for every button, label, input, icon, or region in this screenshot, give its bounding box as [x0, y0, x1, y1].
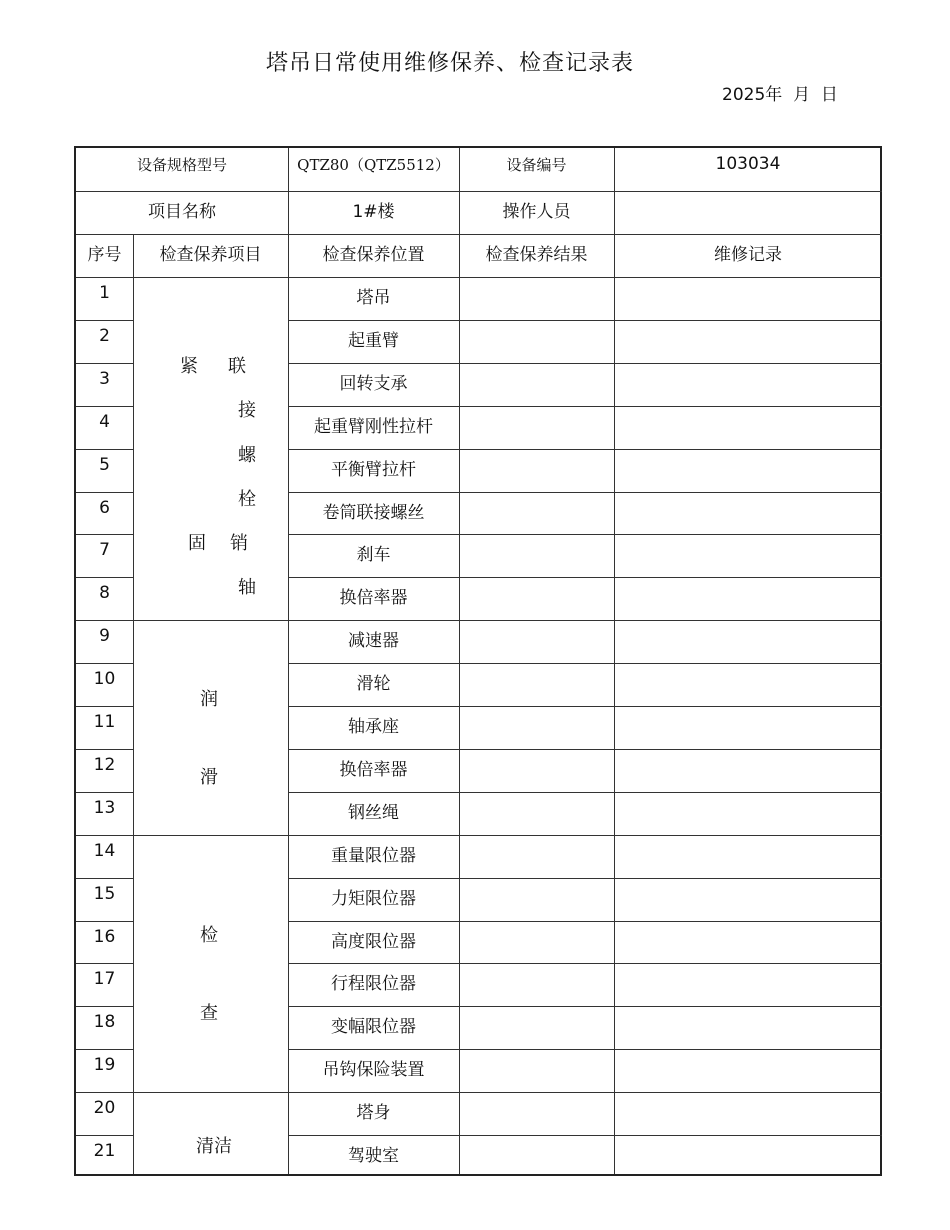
column-header-record: 维修记录	[714, 245, 782, 265]
grid-line	[133, 234, 134, 277]
row-location: 行程限位器	[331, 974, 416, 994]
row-result[interactable]	[459, 835, 614, 878]
row-record[interactable]	[614, 835, 882, 878]
row-result[interactable]	[459, 406, 614, 449]
row-record[interactable]	[614, 663, 882, 706]
row-number: 3	[99, 369, 110, 389]
row-result[interactable]	[459, 921, 614, 964]
row-location: 轴承座	[348, 717, 399, 737]
spec-label: 设备规格型号	[136, 156, 227, 174]
row-number: 12	[93, 755, 116, 775]
row-number: 17	[93, 969, 116, 989]
column-header-result: 检查保养结果	[485, 245, 588, 265]
row-record[interactable]	[614, 1092, 882, 1135]
row-number: 1	[99, 283, 110, 303]
row-location: 塔身	[356, 1103, 391, 1123]
number-label: 设备编号	[506, 156, 567, 174]
row-number: 2	[99, 326, 110, 346]
row-number: 10	[93, 669, 116, 689]
group-lubricate-char: 滑	[200, 767, 218, 788]
row-number: 8	[99, 583, 110, 603]
group-clean-char: 清洁	[196, 1136, 232, 1157]
row-location: 滑轮	[356, 674, 391, 694]
row-record[interactable]	[614, 320, 882, 363]
grid-line	[288, 148, 289, 234]
row-number: 16	[93, 927, 116, 947]
row-result[interactable]	[459, 577, 614, 620]
row-number: 13	[93, 798, 116, 818]
row-record[interactable]	[614, 534, 882, 577]
grid-line	[76, 234, 882, 235]
row-location: 回转支承	[339, 374, 408, 394]
row-result[interactable]	[459, 620, 614, 663]
row-result[interactable]	[459, 1049, 614, 1092]
row-record[interactable]	[614, 1006, 882, 1049]
grid-line	[76, 191, 882, 192]
row-result[interactable]	[459, 1135, 614, 1178]
grid-line	[614, 234, 615, 277]
row-number: 19	[93, 1055, 116, 1075]
row-record[interactable]	[614, 792, 882, 835]
row-result[interactable]	[459, 492, 614, 535]
row-record[interactable]	[614, 620, 882, 663]
row-location: 吊钩保险装置	[322, 1060, 425, 1080]
group-fasten-char: 联	[228, 356, 246, 377]
group-fasten-char: 固	[188, 533, 206, 554]
row-record[interactable]	[614, 449, 882, 492]
spec-value: QTZ80（QTZ5512）	[297, 156, 450, 174]
number-value: 103034	[715, 154, 781, 174]
row-number: 5	[99, 455, 110, 475]
record-date: 2025年 月 日	[722, 85, 838, 105]
grid-line	[459, 148, 460, 234]
row-result[interactable]	[459, 277, 614, 320]
grid-line	[288, 234, 289, 277]
column-header-location: 检查保养位置	[322, 245, 425, 265]
row-location: 减速器	[348, 631, 399, 651]
row-location: 重量限位器	[331, 846, 416, 866]
row-location: 卷筒联接螺丝	[322, 503, 425, 523]
row-result[interactable]	[459, 663, 614, 706]
row-number: 15	[93, 884, 116, 904]
row-record[interactable]	[614, 577, 882, 620]
row-location: 钢丝绳	[348, 803, 399, 823]
row-location: 换倍率器	[339, 760, 408, 780]
row-record[interactable]	[614, 1135, 882, 1178]
row-record[interactable]	[614, 706, 882, 749]
row-number: 4	[99, 412, 110, 432]
row-result[interactable]	[459, 1092, 614, 1135]
operator-label: 操作人员	[502, 202, 571, 222]
group-inspect-char: 查	[200, 1003, 218, 1024]
row-record[interactable]	[614, 878, 882, 921]
group-fasten-char: 接	[238, 400, 256, 421]
row-location: 变幅限位器	[331, 1017, 416, 1037]
group-fasten-char: 销	[230, 533, 248, 554]
row-result[interactable]	[459, 1006, 614, 1049]
row-location: 塔吊	[356, 288, 391, 308]
row-record[interactable]	[614, 749, 882, 792]
group-fasten-char: 螺	[238, 445, 256, 466]
row-result[interactable]	[459, 449, 614, 492]
grid-line	[133, 277, 134, 1174]
group-fasten-char: 紧	[180, 356, 198, 377]
row-location: 起重臂	[348, 331, 399, 351]
row-location: 驾驶室	[348, 1146, 399, 1166]
row-result[interactable]	[459, 320, 614, 363]
row-number: 6	[99, 498, 110, 518]
row-number: 14	[93, 841, 116, 861]
operator-value[interactable]	[614, 191, 882, 234]
grid-line	[614, 148, 615, 234]
document-title: 塔吊日常使用维修保养、检查记录表	[265, 51, 634, 76]
row-record[interactable]	[614, 277, 882, 320]
row-number: 11	[93, 712, 116, 732]
project-label: 项目名称	[148, 202, 216, 222]
row-number: 7	[99, 540, 110, 560]
record-table	[74, 146, 882, 1176]
row-number: 21	[93, 1141, 116, 1161]
row-result[interactable]	[459, 363, 614, 406]
row-record[interactable]	[614, 406, 882, 449]
group-inspect-char: 检	[200, 925, 218, 946]
row-location: 刹车	[356, 545, 391, 565]
row-result[interactable]	[459, 749, 614, 792]
row-location: 力矩限位器	[331, 889, 416, 909]
column-header-item: 检查保养项目	[159, 245, 262, 265]
row-location: 起重臂刚性拉杆	[314, 417, 433, 437]
row-result[interactable]	[459, 792, 614, 835]
row-record[interactable]	[614, 492, 882, 535]
project-value: 1#楼	[352, 202, 395, 222]
row-record[interactable]	[614, 963, 882, 1006]
row-number: 9	[99, 626, 110, 646]
row-location: 换倍率器	[339, 588, 408, 608]
group-fasten-char: 栓	[238, 489, 256, 510]
row-number: 20	[93, 1098, 116, 1118]
row-record[interactable]	[614, 921, 882, 964]
row-location: 高度限位器	[331, 932, 416, 952]
row-record[interactable]	[614, 1049, 882, 1092]
row-result[interactable]	[459, 706, 614, 749]
row-result[interactable]	[459, 963, 614, 1006]
row-number: 18	[93, 1012, 116, 1032]
group-lubricate-char: 润	[200, 689, 218, 710]
row-record[interactable]	[614, 363, 882, 406]
column-header-no: 序号	[87, 245, 122, 265]
row-result[interactable]	[459, 534, 614, 577]
group-fasten-char: 轴	[238, 577, 256, 598]
grid-line	[459, 234, 460, 277]
row-result[interactable]	[459, 878, 614, 921]
row-location: 平衡臂拉杆	[331, 460, 416, 480]
